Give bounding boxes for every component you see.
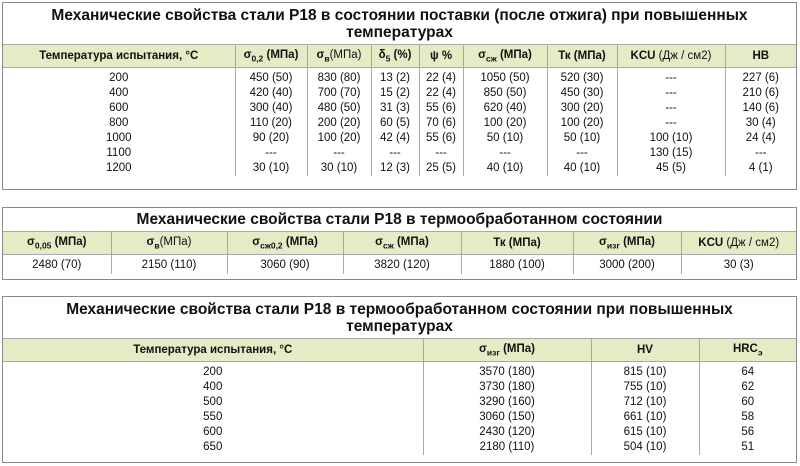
table-cell: 2180 (110) <box>423 440 591 455</box>
table-row <box>3 86 796 101</box>
table-cell: 22 (4) <box>419 68 463 87</box>
header-symbol: σ <box>375 235 383 248</box>
table-cell: 661 (10) <box>591 410 699 425</box>
table2-header-5 <box>573 232 681 255</box>
header-subscript: 5 <box>385 53 391 64</box>
table3-header-0 <box>3 339 423 362</box>
table-cell: 815 (10) <box>591 362 699 381</box>
header-symbol: Тк <box>558 50 571 62</box>
table2-grid <box>3 231 796 274</box>
header-unit: (МПа) <box>329 48 362 61</box>
table-cell: 110 (20) <box>235 116 307 131</box>
table2-header-1 <box>111 232 227 255</box>
header-subscript: сж0,2 <box>260 240 283 251</box>
table-cell: 42 (4) <box>371 131 419 146</box>
table-row <box>3 101 796 116</box>
table-cell: 420 (40) <box>235 86 307 101</box>
table1-title: Механические свойства стали Р18 в состоянии поставки (после отжига) при повышенных температурах <box>51 7 748 41</box>
table-cell: 30 (4) <box>725 116 796 131</box>
table-cell: 100 (20) <box>547 116 617 131</box>
table-cell: 830 (80) <box>307 68 371 87</box>
header-unit: (МПа) <box>159 235 192 248</box>
table-cell: 3060 (90) <box>227 255 343 275</box>
header-symbol: KCU <box>630 50 656 62</box>
table-cell: 60 (5) <box>371 116 419 131</box>
table1-header-5 <box>463 45 547 68</box>
table-cell: 70 (6) <box>419 116 463 131</box>
table-row <box>3 161 796 176</box>
table-cell: 3570 (180) <box>423 362 591 381</box>
header-symbol: KCU <box>698 237 724 249</box>
table-row <box>3 116 796 131</box>
table-cell: --- <box>617 86 725 101</box>
header-unit: (МПа) <box>393 235 429 248</box>
header-unit: (МПа) <box>496 48 532 61</box>
table1-header-7 <box>617 45 725 68</box>
table-cell: 100 (20) <box>463 116 547 131</box>
table-cell: 50 (10) <box>463 131 547 146</box>
table-cell: 1000 <box>105 132 132 144</box>
table-cell: 58 <box>699 410 796 425</box>
table-cell: 40 (10) <box>463 161 547 176</box>
header-subscript: сж <box>383 240 394 251</box>
table-row <box>3 146 796 161</box>
table-cell: 3000 (200) <box>573 255 681 275</box>
table-cell: 300 (20) <box>547 101 617 116</box>
table-row <box>3 395 796 410</box>
table-cell: 712 (10) <box>591 395 699 410</box>
header-subscript: в <box>324 53 330 64</box>
header-symbol: НВ <box>752 50 770 62</box>
table1-header-8 <box>725 45 796 68</box>
table-row <box>3 362 796 381</box>
table-cell: 1050 (50) <box>463 68 547 87</box>
table-cell: 400 <box>203 381 223 393</box>
header-unit: (Дж / см2) <box>723 237 780 249</box>
table-cell: 55 (6) <box>419 131 463 146</box>
table-cell: 140 (6) <box>725 101 796 116</box>
table-cell: 2480 (70) <box>3 255 111 275</box>
table-cell: 210 (6) <box>725 86 796 101</box>
header-unit: % <box>438 50 453 62</box>
header-symbol: ψ <box>429 50 439 62</box>
header-unit: (МПа) <box>51 235 87 248</box>
table-cell: 200 <box>203 366 223 378</box>
header-unit: (МПа) <box>263 48 299 61</box>
header-symbol: Температура испытания, °С <box>133 344 293 356</box>
table-cell: 100 (10) <box>617 131 725 146</box>
table-cell: 3290 (160) <box>423 395 591 410</box>
table1-header-2 <box>307 45 371 68</box>
header-symbol: σ <box>479 342 487 355</box>
table-cell: 25 (5) <box>419 161 463 176</box>
table-cell: 64 <box>699 362 796 381</box>
table2-header-2 <box>227 232 343 255</box>
table-cell: --- <box>307 146 371 161</box>
table-cell: --- <box>547 146 617 161</box>
table-cell: 755 (10) <box>591 380 699 395</box>
table-cell: 615 (10) <box>591 425 699 440</box>
table-cell: --- <box>463 146 547 161</box>
table3-header-1 <box>423 339 591 362</box>
table-cell: 2150 (110) <box>111 255 227 275</box>
header-symbol: σ <box>316 48 325 61</box>
table-annealed-elevated-temp <box>2 2 797 190</box>
header-subscript: в <box>154 240 160 251</box>
header-symbol: HV <box>637 344 653 356</box>
table-row <box>3 68 796 87</box>
table-row <box>3 131 796 146</box>
table-cell: 15 (2) <box>371 86 419 101</box>
table-cell: 51 <box>699 440 796 455</box>
table-cell: 1100 <box>106 147 132 159</box>
header-symbol: σ <box>243 48 252 61</box>
table2-title: Механические свойства стали Р18 в термообработанном состоянии <box>136 211 663 228</box>
header-unit: (МПа) <box>619 235 655 248</box>
table-cell: 90 (20) <box>235 131 307 146</box>
table-heat-treated-elevated-temp <box>2 296 797 463</box>
header-unit: (Дж / см2) <box>655 50 712 62</box>
table-row <box>3 255 796 275</box>
table1-header-1 <box>235 45 307 68</box>
header-symbol: HRC <box>732 342 758 355</box>
header-symbol: σ <box>252 235 261 248</box>
table-cell: --- <box>419 146 463 161</box>
header-symbol: σ <box>599 235 607 248</box>
table-cell: 1880 (100) <box>461 255 573 275</box>
header-symbol: σ <box>26 235 35 248</box>
table-cell: 500 <box>203 396 223 408</box>
table3-header-2 <box>591 339 699 362</box>
table-cell: 22 (4) <box>419 86 463 101</box>
table-row <box>3 410 796 425</box>
table2-header-0 <box>3 232 111 255</box>
table-cell: 130 (15) <box>617 146 725 161</box>
table1-header-0 <box>3 45 235 68</box>
table-row <box>3 380 796 395</box>
table-cell: 30 (10) <box>235 161 307 176</box>
table-cell: 3820 (120) <box>343 255 461 275</box>
table-cell: 1200 <box>105 162 132 174</box>
table-cell: 650 <box>203 441 223 453</box>
table-cell: 12 (3) <box>371 161 419 176</box>
table-cell: 200 (20) <box>307 116 371 131</box>
table1-header-6 <box>547 45 617 68</box>
table1-header-3 <box>371 45 419 68</box>
table-cell: 800 <box>109 117 129 129</box>
header-subscript: сж <box>486 53 497 64</box>
table-cell: 550 <box>203 411 223 423</box>
table-cell: --- <box>235 146 307 161</box>
table2-header-6 <box>681 232 796 255</box>
header-subscript: изг <box>606 240 620 251</box>
table-cell: 600 <box>203 426 223 438</box>
table-cell: 700 (70) <box>307 86 371 101</box>
table-cell: 504 (10) <box>591 440 699 455</box>
header-subscript: 0,2 <box>251 53 264 64</box>
table-cell: --- <box>725 146 796 161</box>
table-cell: 3060 (150) <box>423 410 591 425</box>
table3-grid <box>3 338 796 455</box>
header-unit: (МПа) <box>499 342 535 355</box>
table-row <box>3 425 796 440</box>
table-cell: --- <box>617 116 725 131</box>
table-cell: 31 (3) <box>371 101 419 116</box>
table-cell: 520 (30) <box>547 68 617 87</box>
table-cell: 50 (10) <box>547 131 617 146</box>
table2-header-4 <box>461 232 573 255</box>
table-cell: 850 (50) <box>463 86 547 101</box>
table-cell: 600 <box>109 102 129 114</box>
table-cell: 480 (50) <box>307 101 371 116</box>
table2-header-3 <box>343 232 461 255</box>
table-cell: 45 (5) <box>617 161 725 176</box>
header-symbol: σ <box>478 48 486 61</box>
table-cell: --- <box>617 101 725 116</box>
header-subscript: э <box>757 347 763 358</box>
table-cell: 620 (40) <box>463 101 547 116</box>
table-cell: 3730 (180) <box>423 380 591 395</box>
table-cell: 62 <box>699 380 796 395</box>
table-cell: --- <box>617 68 725 87</box>
table-cell: 400 <box>109 87 129 99</box>
table-row <box>3 440 796 455</box>
table-cell: 200 <box>109 72 129 84</box>
table-cell: 4 (1) <box>725 161 796 176</box>
header-unit: (МПа) <box>282 235 318 248</box>
header-symbol: δ <box>378 48 386 61</box>
table-cell: --- <box>371 146 419 161</box>
table-cell: 40 (10) <box>547 161 617 176</box>
header-symbol: σ <box>146 235 155 248</box>
table-cell: 450 (50) <box>235 68 307 87</box>
header-symbol: Тк <box>493 237 506 249</box>
table-cell: 100 (20) <box>307 131 371 146</box>
table-cell: 300 (40) <box>235 101 307 116</box>
table-cell: 450 (30) <box>547 86 617 101</box>
header-unit: (%) <box>390 48 412 61</box>
table-cell: 2430 (120) <box>423 425 591 440</box>
table-cell: 227 (6) <box>725 68 796 87</box>
table-heat-treated <box>2 207 797 280</box>
header-subscript: изг <box>486 347 500 358</box>
header-symbol: Температура испытания, °С <box>39 50 199 62</box>
table3-header-3 <box>699 339 796 362</box>
table-cell: 30 (3) <box>681 255 796 275</box>
table-cell: 56 <box>699 425 796 440</box>
table-cell: 24 (4) <box>725 131 796 146</box>
table-cell: 13 (2) <box>371 68 419 87</box>
table1-grid <box>3 44 796 176</box>
table-cell: 55 (6) <box>419 101 463 116</box>
table-cell: 30 (10) <box>307 161 371 176</box>
table3-title: Механические свойства стали Р18 в термообработанном состоянии при повышенных температурах <box>66 301 733 335</box>
table1-header-4 <box>419 45 463 68</box>
table-cell: 60 <box>699 395 796 410</box>
header-unit: (МПа) <box>570 50 606 62</box>
header-unit: (МПа) <box>505 237 541 249</box>
header-subscript: 0,05 <box>34 240 52 251</box>
